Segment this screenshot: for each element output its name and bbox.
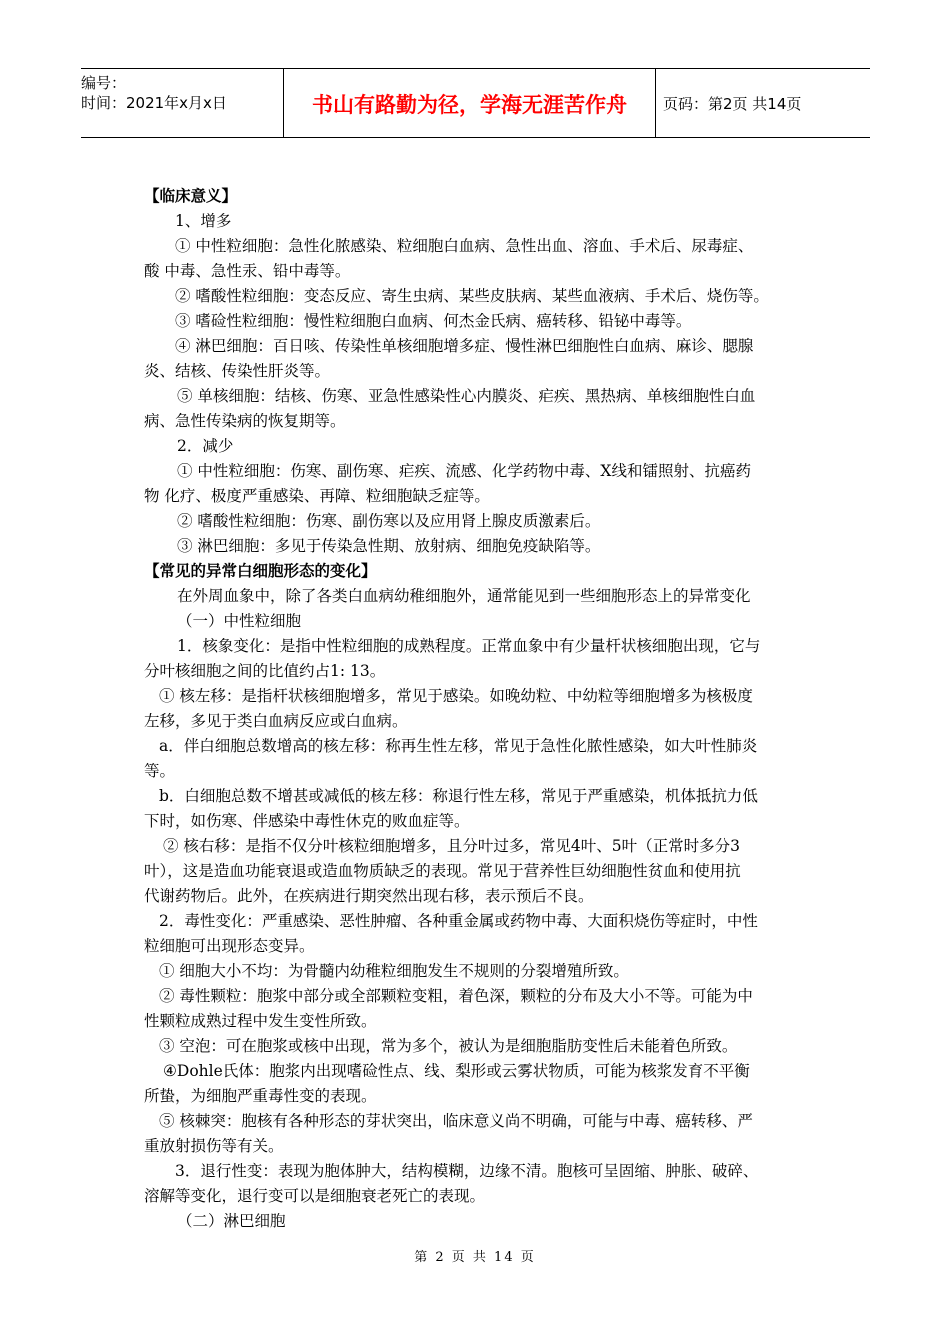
text-line: ① 中性粒细胞：急性化脓感染、粒细胞白血病、急性出血、溶血、手术后、尿毒症、: [175, 237, 754, 255]
text-line: ① 中性粒细胞：伤寒、副伤寒、疟疾、流感、化学药物中毒、X线和镭照射、抗癌药: [177, 462, 751, 480]
text-line: a．伴白细胞总数增高的核左移：称再生性左移，常见于急性化脓性感染，如大叶性肺炎: [159, 737, 758, 755]
text-line: b．白细胞总数不增甚或减低的核左移：称退行性左移，常见于严重感染，机体抵抗力低: [159, 787, 758, 805]
text-line: ④Dohle氏体：胞浆内出现嗜硷性点、线、梨形或云雾状物质，可能为核浆发育不平衡: [163, 1062, 750, 1080]
text-line: 病、急性传染病的恢复期等。: [144, 412, 346, 430]
text-line: 分叶核细胞之间的比值约占1: 13。: [144, 662, 386, 680]
page-header: [81, 68, 870, 138]
text-line: 在外周血象中，除了各类白血病幼稚细胞外，通常能见到一些细胞形态上的异常变化: [177, 587, 751, 605]
section-heading-abnormal: 【常见的异常白细胞形态的变化】: [144, 561, 377, 580]
text-line: ③ 空泡：可在胞浆或核中出现，常为多个，被认为是细胞脂肪变性后未能着色所致。: [159, 1037, 738, 1055]
text-line: ① 核左移：是指杆状核细胞增多，常见于感染。如晚幼粒、中幼粒等细胞增多为核极度: [159, 687, 753, 705]
text-line: 下时，如伤寒、伴感染中毒性休克的败血症等。: [144, 812, 470, 830]
text-line: ⑤ 核棘突：胞核有各种形态的芽状突出，临床意义尚不明确，可能与中毒、癌转移、严: [159, 1112, 753, 1130]
text-line: 1、增多: [175, 212, 232, 230]
text-line: 重放射损伤等有关。: [144, 1137, 284, 1155]
text-line: 性颗粒成熟过程中发生变性所致。: [144, 1012, 377, 1030]
text-line: ② 核右移：是指不仅分叶核粒细胞增多，且分叶过多，常见4叶、5叶（正常时多分3: [163, 837, 741, 855]
text-line: 所蛰，为细胞严重毒性变的表现。: [144, 1087, 377, 1105]
subsection-heading: （二）淋巴细胞: [177, 1212, 286, 1230]
subsection-heading: （一）中性粒细胞: [177, 612, 302, 630]
text-line: 等。: [144, 762, 176, 780]
text-line: 叶），这是造血功能衰退或造血物质缺乏的表现。常见于营养性巨幼细胞性贫血和使用抗: [144, 862, 741, 880]
text-line: 左移，多见于类白血病反应或白血病。: [144, 712, 408, 730]
header-motto-cell: [283, 69, 656, 137]
text-line: 2．减少: [177, 437, 234, 455]
text-line: ① 细胞大小不均：为骨髓内幼稚粒细胞发生不规则的分裂增殖所致。: [159, 962, 629, 980]
document-date: 时间：2021年x月x日: [81, 94, 227, 112]
text-line: 2．毒性变化：严重感染、恶性肿瘤、各种重金属或药物中毒、大面积烧伤等症时，中性: [159, 912, 758, 930]
text-line: ④ 淋巴细胞：百日咳、传染性单核细胞增多症、慢性淋巴细胞性白血病、麻诊、腮腺: [175, 337, 754, 355]
text-line: 物 化疗、极度严重感染、再障、粒细胞缺乏症等。: [144, 487, 490, 505]
header-page-info: 页码：第2页 共14页: [663, 95, 802, 113]
section-heading-clinical: 【临床意义】: [144, 186, 238, 205]
text-line: 炎、结核、传染性肝炎等。: [144, 362, 331, 380]
page-footer: 第 2 页 共 14 页: [414, 1250, 536, 1265]
text-line: 溶解等变化，退行变可以是细胞衰老死亡的表现。: [144, 1187, 486, 1205]
text-line: ③ 淋巴细胞：多见于传染急性期、放射病、细胞免疫缺陷等。: [177, 537, 601, 555]
motto: 书山有路勤为径，学海无涯苦作舟: [312, 93, 627, 117]
document-number: 编号：: [81, 74, 127, 92]
text-line: ② 嗜酸性粒细胞：变态反应、寄生虫病、某些皮肤病、某些血液病、手术后、烧伤等。: [175, 287, 769, 305]
text-line: ② 嗜酸性粒细胞：伤寒、副伤寒以及应用肾上腺皮质激素后。: [177, 512, 601, 530]
header-meta: [81, 69, 283, 137]
text-line: ② 毒性颗粒：胞浆中部分或全部颗粒变粗，着色深，颗粒的分布及大小不等。可能为中: [159, 987, 753, 1005]
text-line: ⑤ 单核细胞：结核、伤寒、亚急性感染性心内膜炎、疟疾、黑热病、单核细胞性白血: [177, 387, 756, 405]
text-line: 1．核象变化：是指中性粒细胞的成熟程度。正常血象中有少量杆状核细胞出现，它与: [177, 637, 761, 655]
text-line: ③ 嗜硷性粒细胞：慢性粒细胞白血病、何杰金氏病、癌转移、铅铋中毒等。: [175, 312, 692, 330]
text-line: 代谢药物后。此外，在疾病进行期突然出现右移，表示预后不良。: [144, 887, 594, 905]
text-line: 粒细胞可出现形态变异。: [144, 937, 315, 955]
text-line: 酸 中毒、急性汞、铅中毒等。: [144, 262, 351, 280]
text-line: 3．退行性变：表现为胞体肿大，结构模糊，边缘不清。胞核可呈固缩、肿胀、破碎、: [175, 1162, 759, 1180]
